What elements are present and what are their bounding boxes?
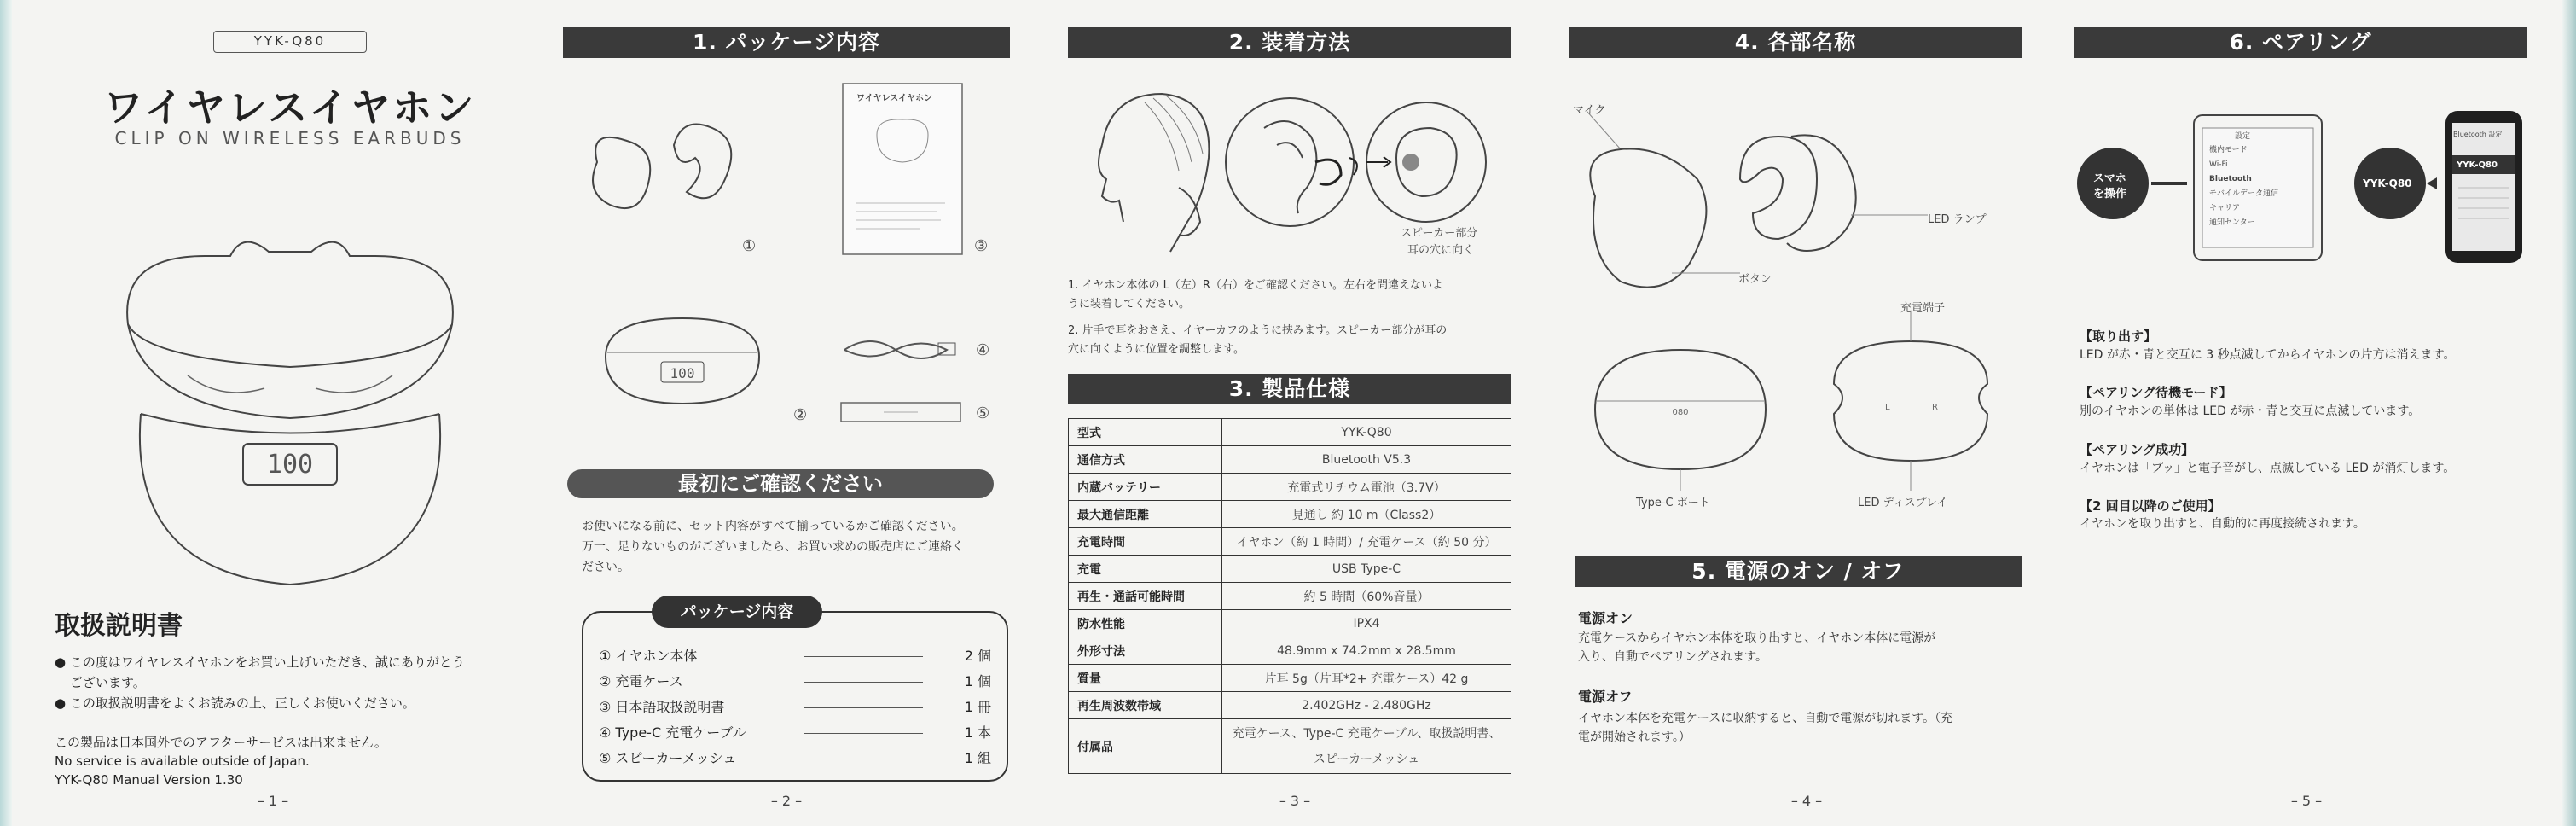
menu-item: Bluetooth bbox=[2209, 175, 2252, 183]
thanks-line-cont: ございます。 bbox=[70, 675, 146, 690]
page-3 bbox=[1042, 0, 1546, 826]
speaker-label-1: スピーカー部分 bbox=[1401, 227, 1478, 240]
menu-item: 通知センター bbox=[2209, 218, 2255, 227]
power-on-text-1: 充電ケースからイヤホン本体を取り出すと、イヤホン本体に電源が bbox=[1578, 631, 1936, 645]
power-on-heading: 電源オン bbox=[1578, 610, 1633, 626]
table-row: 再生周波数帯域 2.402GHz - 2.480GHz bbox=[1069, 692, 1511, 719]
second-use-text: イヤホンを取り出すと、自動的に再度接続されます。 bbox=[2080, 517, 2365, 531]
step1-line2: うに装着してください。 bbox=[1068, 298, 1191, 311]
page-5 bbox=[2063, 0, 2566, 826]
page-number: – 3 – bbox=[1279, 793, 1311, 809]
read-manual-line: ● この取扱説明書をよくお読みの上、正しくお使いください。 bbox=[55, 695, 415, 711]
package-box-title: パッケージ内容 bbox=[652, 596, 822, 628]
page-number: – 4 – bbox=[1790, 793, 1823, 809]
typec-port-label: Type-C ポート bbox=[1636, 497, 1710, 509]
charge-terminal-label: 充電端子 bbox=[1900, 302, 1946, 315]
pairing-header: 6. ペアリング bbox=[2074, 27, 2527, 58]
confirm-text-2: 万一、足りないものがございましたら、お買い求めの販売店にご連絡く bbox=[582, 540, 964, 554]
settings-menu-head: 設定 bbox=[2235, 132, 2251, 141]
led-display-label: LED ディスプレイ bbox=[1858, 497, 1948, 509]
model-tag: YYK-Q80 bbox=[213, 31, 367, 53]
table-row: 内蔵バッテリー 充電式リチウム電池（3.7V） bbox=[1069, 474, 1511, 501]
page-number: – 1 – bbox=[257, 793, 289, 809]
phone-btn-line2: を操作 bbox=[2093, 188, 2127, 201]
page-2 bbox=[529, 0, 1032, 826]
manual-thumb-title: ワイヤレスイヤホン bbox=[856, 94, 933, 103]
device-label-circle: YYK-Q80 bbox=[2363, 177, 2412, 189]
power-header: 5. 電源のオン / オフ bbox=[1575, 556, 2022, 587]
item-num-5: ⑤ bbox=[976, 404, 990, 422]
speaker-label-2: 耳の穴に向く bbox=[1407, 244, 1475, 257]
item-num-2: ② bbox=[793, 406, 808, 424]
table-row: 質量 片耳 5g（片耳*2+ 充電ケース）42 g bbox=[1069, 665, 1511, 692]
menu-item: 機内モード bbox=[2209, 146, 2248, 154]
speaker-mesh-illustration bbox=[841, 401, 960, 423]
package-item: ① イヤホン本体 2 個 bbox=[599, 648, 991, 664]
earbud-r-mark: R bbox=[1932, 403, 1938, 412]
table-row: 防水性能 IPX4 bbox=[1069, 610, 1511, 637]
confirm-bar: 最初にご確認ください bbox=[567, 469, 994, 498]
table-row: 通信方式 Bluetooth V5.3 bbox=[1069, 446, 1511, 474]
charging-case-illustration bbox=[94, 230, 486, 597]
case-front-mark: 080 bbox=[1672, 408, 1689, 417]
case-top-display: 100 bbox=[670, 365, 695, 381]
wearing-header: 2. 装着方法 bbox=[1068, 27, 1511, 58]
led-lamp-label: LED ランプ bbox=[1928, 213, 1987, 226]
table-row: 外形寸法 48.9mm x 74.2mm x 28.5mm bbox=[1069, 637, 1511, 665]
manual-heading: 取扱説明書 bbox=[55, 611, 183, 641]
power-on-text-2: 入り、自動でペアリングされます。 bbox=[1578, 650, 1768, 664]
item-num-3: ③ bbox=[974, 237, 989, 255]
pairing-success-heading: 【ペアリング成功】 bbox=[2080, 442, 2195, 457]
parts-header: 4. 各部名称 bbox=[1569, 27, 2022, 58]
table-row: 付属品 充電ケース、Type-C 充電ケーブル、取扱説明書、 スピーカーメッシュ bbox=[1069, 719, 1511, 774]
package-item: ③ 日本語取扱説明書 1 冊 bbox=[599, 699, 991, 715]
spec-header: 3. 製品仕様 bbox=[1068, 374, 1511, 404]
power-off-heading: 電源オフ bbox=[1578, 689, 1633, 705]
phone-btn-line1: スマホ bbox=[2093, 172, 2126, 185]
page-number: – 5 – bbox=[2290, 793, 2323, 809]
manual-version: YYK-Q80 Manual Version 1.30 bbox=[55, 772, 243, 788]
power-off-text-2: 電が開始されます。） bbox=[1578, 730, 1691, 744]
menu-item: モバイルデータ通信 bbox=[2209, 189, 2279, 198]
bt-device-entry: YYK-Q80 bbox=[2457, 160, 2498, 170]
menu-item: キャリア bbox=[2209, 204, 2241, 212]
earbuds-illustration bbox=[580, 119, 751, 230]
confirm-text-1: お使いになる前に、セット内容がすべて揃っているかご確認ください。 bbox=[582, 520, 964, 533]
page-4 bbox=[1552, 0, 2056, 826]
table-row: 再生・通話可能時間 約 5 時間（60%音量） bbox=[1069, 583, 1511, 610]
take-out-text: LED が赤・青と交互に 3 秒点滅してからイヤホンの片方は消えます。 bbox=[2080, 348, 2456, 362]
spec-table bbox=[1068, 418, 1511, 774]
package-header: 1. パッケージ内容 bbox=[563, 27, 1010, 58]
paper-edge-left bbox=[0, 0, 12, 826]
item-num-4: ④ bbox=[976, 341, 990, 359]
table-row: 充電時間 イヤホン（約 1 時間）/ 充電ケース（約 50 分） bbox=[1069, 528, 1511, 556]
case-display-digits: 100 bbox=[266, 450, 314, 480]
thanks-line: ● この度はワイヤレスイヤホンをお買い上げいただき、誠にありがとう bbox=[55, 654, 465, 670]
menu-item: Wi-Fi bbox=[2209, 160, 2228, 169]
service-note-jp: この製品は日本国外でのアフターサービスは出来ません。 bbox=[55, 735, 387, 750]
service-note-en: No service is available outside of Japan. bbox=[55, 753, 310, 769]
table-row: 型式 YYK-Q80 bbox=[1069, 419, 1511, 446]
pairing-standby-text: 別のイヤホンの単体は LED が赤・青と交互に点滅しています。 bbox=[2080, 404, 2421, 418]
step2-line2: 穴に向くように位置を調整します。 bbox=[1068, 343, 1244, 356]
case-top-illustration bbox=[597, 314, 768, 408]
parts-illustration bbox=[1569, 102, 2013, 495]
confirm-text-3: ださい。 bbox=[582, 561, 629, 574]
accessories-line-2: スピーカーメッシュ bbox=[1313, 752, 1420, 766]
pairing-standby-heading: 【ペアリング待機モード】 bbox=[2080, 385, 2232, 400]
page-number: – 2 – bbox=[770, 793, 803, 809]
cable-illustration bbox=[836, 333, 964, 367]
package-item: ② 充電ケース 1 個 bbox=[599, 673, 991, 689]
title-jp: ワイヤレスイヤホン bbox=[103, 84, 477, 131]
title-en: CLIP ON WIRELESS EARBUDS bbox=[114, 128, 466, 148]
power-off-text-1: イヤホン本体を充電ケースに収納すると、自動で電源が切れます。（充 bbox=[1578, 712, 1953, 725]
step1-line1: 1. イヤホン本体の L（左）R（右）をご確認ください。左右を間違えないよ bbox=[1068, 279, 1443, 292]
settings-menu bbox=[2209, 143, 2312, 230]
button-label: ボタン bbox=[1738, 273, 1772, 286]
second-use-heading: 【2 回目以降のご使用】 bbox=[2080, 498, 2221, 514]
table-row: 充電 USB Type-C bbox=[1069, 556, 1511, 583]
pairing-success-text: イヤホンは「プッ」と電子音がし、点滅している LED が消灯します。 bbox=[2080, 462, 2456, 475]
earbud-l-mark: L bbox=[1885, 403, 1890, 412]
item-num-1: ① bbox=[742, 237, 757, 255]
manual-thumbnail bbox=[843, 84, 962, 254]
table-row: 最大通信距離 見通し 約 10 m（Class2） bbox=[1069, 501, 1511, 528]
bt-screen-head: Bluetooth 設定 bbox=[2453, 131, 2503, 138]
package-contents-box bbox=[582, 602, 1008, 782]
page-1 bbox=[17, 0, 520, 826]
package-item: ⑤ スピーカーメッシュ 1 組 bbox=[599, 750, 991, 766]
take-out-heading: 【取り出す】 bbox=[2080, 329, 2157, 344]
step2-line1: 2. 片手で耳をおさえ、イヤーカフのように挟みます。スピーカー部分が耳の bbox=[1068, 324, 1448, 337]
accessories-line-1: 充電ケース、Type-C 充電ケーブル、取扱説明書、 bbox=[1232, 726, 1501, 741]
package-item: ④ Type-C 充電ケーブル 1 本 bbox=[599, 724, 991, 741]
mic-label: マイク bbox=[1573, 104, 1606, 117]
